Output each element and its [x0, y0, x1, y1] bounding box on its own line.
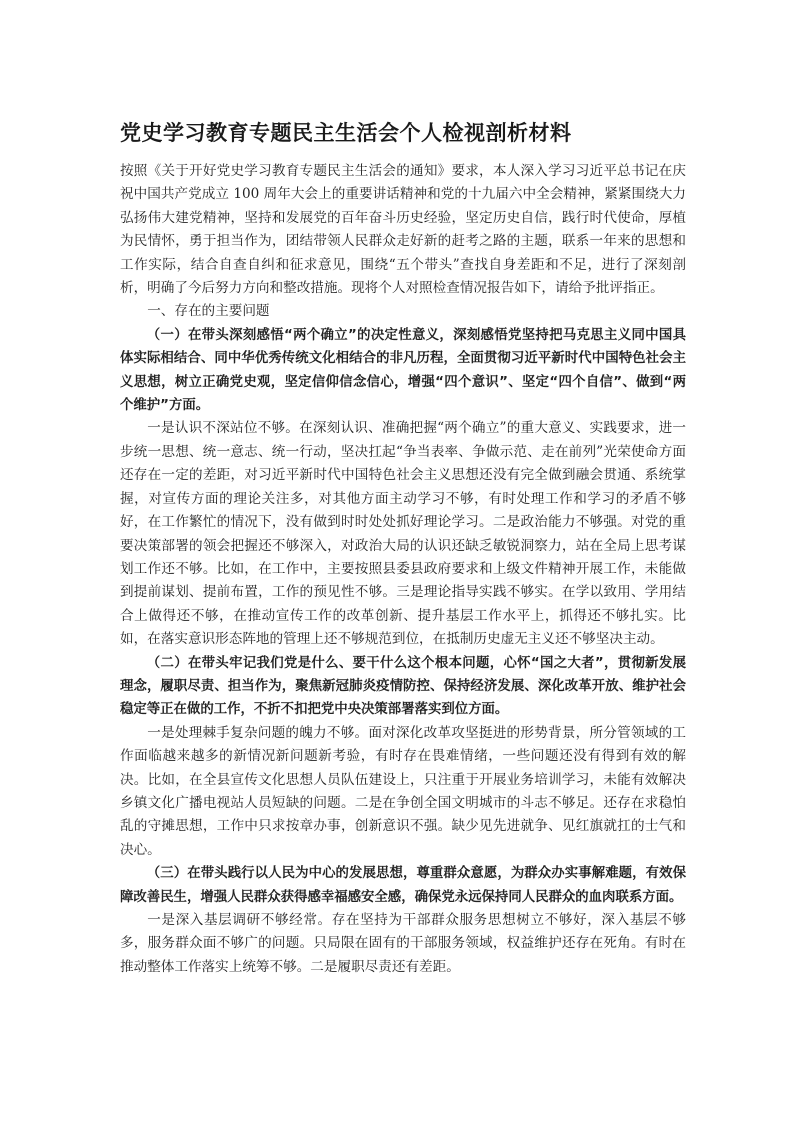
subsection-body-1: 一是认识不深站位不够。在深刻认识、准确把握“两个确立”的重大意义、实践要求，进一步统一思想、统一意志、统一行动，坚决扛起“争当表率、争做示范、走在前列”光荣使命方面还存在一定的差距，对习近平新时代中国特色社会主义思想还没有完全做到融会贯通、系统掌握，对宣传方面的理论关注多，对其他方面主动学习不够，有时处理工作和学习的矛盾不够好，在工作繁忙的情况下，没有做到时时处处抓好理论学习。二是政治能力不够强。对党的重要决策部署的领会把握还不够深入，对政治大局的认识还缺乏敏锐洞察力，站在全局上思考谋划工作还不够。比如，在工作中，主要按照县委县政府要求和上级文件精神开展工作，未能做到提前谋划、提前布置，工作的预见性不够。三是理论指导实践不够实。在学以致用、学用结合上做得还不够，在推动宣传工作的改革创新、提升基层工作水平上，抓得还不够扎实。比如，在落实意识形态阵地的管理上还不够规范到位，在抵制历史虚无主义还不够坚决主动。	[120, 420, 686, 648]
subsection-body-2: 一是处理棘手复杂问题的魄力不够。面对深化改革攻坚挺进的形势背景，所分管领域的工作面临越来越多的新情况新问题新考验，有时存在畏难情绪，一些问题还没有得到有效的解决。比如，在全县宣传文化思想人员队伍建设上，只注重于开展业务培训学习，未能有效解决乡镇文化广播电视站人员短缺的问题。二是在争创全国文明城市的斗志不够足。还存在求稳怕乱的守摊思想，工作中只求按章办事，创新意识不强。缺少见先进就争、见红旗就扛的士气和决心。	[120, 724, 686, 858]
subsection-heading-2: （二）在带头牢记我们党是什么、要干什么这个根本问题，心怀“国之大者”，贯彻新发展理念，履职尽责、担当作为，聚焦新冠肺炎疫情防控、保持经济发展、深化改革开放、维护社会稳定等正在做的工作，不折不扣把党中央决策部署落实到位方面。	[120, 655, 686, 718]
document-page	[120, 118, 686, 979]
subsection-heading-1: （一）在带头深刻感悟“两个确立”的决定性意义，深刻感悟党坚持把马克思主义同中国具体实际相结合、同中华优秀传统文化相结合的非凡历程，全面贯彻习近平新时代中国特色社会主义思想，树立正确党史观，坚定信仰信念信心，增强“四个意识”、坚定“四个自信”、做到“两个维护”方面。	[120, 327, 686, 414]
subsection-heading-3: （三）在带头践行以人民为中心的发展思想，尊重群众意愿，为群众办实事解难题，有效保障改善民生，增强人民群众获得感幸福感安全感，确保党永远保持同人民群众的血肉联系方面。	[120, 866, 686, 905]
intro-paragraph: 按照《关于开好党史学习教育专题民主生活会的通知》要求，本人深入学习习近平总书记在庆祝中国共产党成立 100 周年大会上的重要讲话精神和党的十九届六中全会精神，紧紧围绕大力弘扬伟大建党精神，坚持和发展党的百年奋斗历史经验，坚定历史自信，践行时代使命，厚植为民情怀，勇于担当作为，团结带领人民群众走好新的赶考之路的主题，联系一年来的思想和工作实际，结合自查自纠和征求意见，围绕“五个带头”查找自身差距和不足，进行了深刻剖析，明确了今后努力方向和整改措施。现将个人对照检查情况报告如下，请给予批评指正。	[120, 163, 686, 297]
subsection-body-3: 一是深入基层调研不够经常。存在坚持为干部群众服务思想树立不够好，深入基层不够多，服务群众面不够广的问题。只局限在固有的干部服务领域，权益维护还存在死角。有时在推动整体工作落实上统筹不够。二是履职尽责还有差距。	[120, 912, 686, 975]
section-heading-problems: 一、存在的主要问题	[147, 303, 270, 320]
document-title: 党史学习教育专题民主生活会个人检视剖析材料	[120, 121, 572, 145]
